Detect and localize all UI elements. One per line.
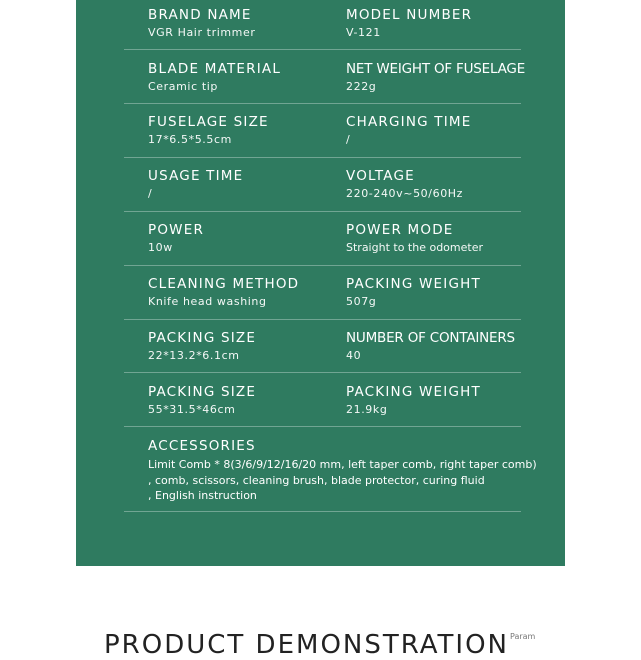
spec-cell: [148, 275, 299, 310]
spec-cell: [148, 6, 256, 41]
spec-cell: [346, 60, 525, 95]
accessories-line: Limit Comb * 8(3/6/9/12/16/20 mm, left taper comb, right taper comb): [148, 458, 537, 471]
spec-label: PACKING WEIGHT: [346, 276, 481, 292]
spec-value: VGR Hair trimmer: [148, 26, 256, 39]
spec-value: 40: [346, 349, 362, 362]
row-divider: [124, 103, 521, 104]
spec-label: USAGE TIME: [148, 168, 244, 184]
spec-value: Ceramic tip: [148, 80, 218, 93]
spec-value: Knife head washing: [148, 295, 267, 308]
spec-label: NET WEIGHT OF FUSELAGE: [346, 61, 526, 77]
row-divider: [124, 372, 521, 373]
spec-cell: [346, 275, 481, 310]
spec-label: POWER: [148, 222, 205, 238]
spec-value: 55*31.5*46cm: [148, 403, 236, 416]
spec-label: FUSELAGE SIZE: [148, 114, 269, 130]
row-divider: [124, 211, 521, 212]
row-divider: [124, 426, 521, 427]
spec-label: POWER MODE: [346, 222, 454, 238]
spec-cell: [346, 329, 515, 364]
spec-value: Straight to the odometer: [346, 241, 483, 254]
spec-label: NUMBER OF CONTAINERS: [346, 330, 515, 346]
spec-value: V-121: [346, 26, 381, 39]
spec-label: VOLTAGE: [346, 168, 415, 184]
spec-label: PACKING WEIGHT: [346, 384, 481, 400]
row-divider: [124, 49, 521, 50]
row-divider: [124, 157, 521, 158]
accessories-list: [148, 457, 537, 504]
row-divider: [124, 511, 521, 512]
spec-value: 10w: [148, 241, 173, 254]
spec-cell: [346, 113, 472, 148]
spec-cell: [346, 167, 463, 202]
accessories-line: , English instruction: [148, 489, 257, 502]
spec-cell: [148, 383, 256, 418]
spec-label: MODEL NUMBER: [346, 7, 473, 23]
spec-cell: [148, 329, 256, 364]
spec-value: 507g: [346, 295, 377, 308]
spec-value: 22*13.2*6.1cm: [148, 349, 240, 362]
spec-cell: [148, 167, 243, 202]
spec-label: BLADE MATERIAL: [148, 61, 282, 77]
spec-value: /: [346, 133, 351, 146]
spec-label: CLEANING METHOD: [148, 276, 300, 292]
spec-cell: [148, 221, 204, 256]
spec-value: 222g: [346, 80, 377, 93]
spec-panel: [76, 0, 565, 566]
spec-label: PACKING SIZE: [148, 384, 257, 400]
spec-cell: [148, 60, 281, 95]
spec-value: 220-240v~50/60Hz: [346, 187, 464, 200]
param-label: Param: [510, 632, 536, 641]
row-divider: [124, 265, 521, 266]
spec-value: 21.9kg: [346, 403, 388, 416]
spec-cell: [346, 6, 472, 41]
spec-cell: [346, 221, 483, 256]
spec-value: /: [148, 187, 153, 200]
spec-label: PACKING SIZE: [148, 330, 257, 346]
accessories-line: , comb, scissors, cleaning brush, blade protector, curing fluid: [148, 473, 485, 487]
row-divider: [124, 319, 521, 320]
accessories-cell: [148, 437, 537, 504]
spec-cell: [148, 113, 269, 148]
section-title: PRODUCT DEMONSTRATION: [104, 630, 509, 660]
spec-value: 17*6.5*5.5cm: [148, 133, 232, 146]
spec-label: CHARGING TIME: [346, 114, 472, 130]
spec-label: BRAND NAME: [148, 7, 252, 23]
accessories-label: ACCESSORIES: [148, 438, 256, 454]
spec-cell: [346, 383, 481, 418]
